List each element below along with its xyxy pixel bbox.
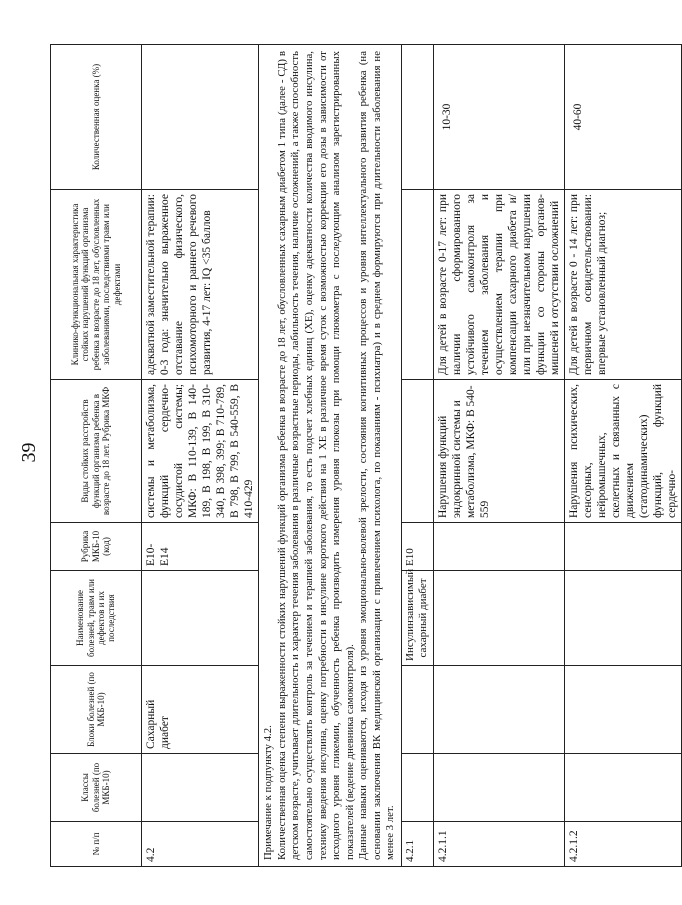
note-paragraph: Данные навыки оцениваются, исходя из уровня эмоционально-волевой зрелости, состояния когнитивных процессов и уровня интеллектуального развития ребенка (на основании заключения ВК медицинской организации с привлечением психолога, по показаниям - психиатра) и в среднем формируются при длительности заболевания не менее 3 лет. (357, 51, 397, 860)
table-row (142, 45, 259, 867)
table-row (433, 45, 564, 867)
clinical-cell: Для детей в возрасте 0-17 лет: при наличии сформированного устойчивого самоконтроля за течением заболевания и осуществлением терапии при компенсации сахарного диабета и/или при незначительном нарушении функции со стороны органов-мишеней и отсутствии осложнений (433, 190, 564, 380)
functions-cell: Нарушения психических, сенсорных, нейромышечных, скелетных и связанных с движением (статодинамических) функций, функций сердечно- (565, 380, 682, 523)
row-number: 4.2.1 (402, 822, 434, 867)
percent-cell (142, 45, 259, 190)
block-cell (433, 666, 564, 754)
percent-cell: 40-60 (565, 45, 682, 190)
code-cell (565, 523, 682, 571)
code-cell: E10 (402, 523, 434, 571)
note-paragraph: Количественная оценка степени выраженности стойких нарушений функций организма ребенка в возрасте до 18 лет, обусловленных сахарным диабетом 1 типа (далее - СД) в детском возрасте, учитывает длительность и характер течения заболевания в различные возрастные периоды, лабильность течения, наличие осложнений, а также способность самостоятельно осуществлять контроль за течением и терапией заболевания, то есть подсчет хлебных единиц (ХЕ), оценку адекватности количества вводимого инсулина, технику введения инсулина, оценку потребности в инсулине короткого действия на 1 ХЕ в различное время суток с возможностью коррекции его дозы в зависимости от исходного уровня гликемии, обученность ребенка производить измерения уровня глюкозы при помощи глюкометра с последующим анализом зарегистрированных показателей (ведение дневника самоконтроля). (275, 51, 356, 860)
name-cell (433, 571, 564, 666)
clinical-cell: адекватной заместительной терапии: 0-3 года: значительно выраженное отставание физического, психомоторного и раннего речевого развития, 4-17 лет: IQ <35 баллов (142, 190, 259, 380)
name-cell (142, 571, 259, 666)
class-cell (565, 754, 682, 822)
name-cell (565, 571, 682, 666)
table-row (565, 45, 682, 867)
clinical-cell: Для детей в возрасте 0 - 14 лет: при первичном освидетельствовании: впервые установленный диагноз; (565, 190, 682, 380)
code-cell (433, 523, 564, 571)
note-row (259, 45, 402, 867)
block-cell (402, 666, 434, 754)
class-cell (433, 754, 564, 822)
class-cell (142, 754, 259, 822)
header-cell: Классы болезней (по МКБ-10) (51, 754, 142, 822)
disability-criteria-table (50, 44, 682, 867)
block-cell (565, 666, 682, 754)
header-cell: Наименование болезней, травм или дефектов и их последствия (51, 571, 142, 666)
table-header-row (51, 45, 142, 867)
code-cell: E10-E14 (142, 523, 259, 571)
page-number: 39 (18, 442, 40, 463)
table-row (402, 45, 434, 867)
percent-cell: 10-30 (433, 45, 564, 190)
note-cell (259, 45, 402, 867)
header-cell: Клинико-функциональная характеристика стойких нарушений функций организма ребенка в возрасте до 18 лет, обусловленных заболеваниями, последствиями травм или дефектами (51, 190, 142, 380)
functions-cell: Нарушения функций эндокринной системы и метаболизма, МКФ: B 540-559 (433, 380, 564, 523)
functions-cell (402, 380, 434, 523)
class-cell (402, 754, 434, 822)
header-cell: Рубрика МКБ-10 (код) (51, 523, 142, 571)
header-cell: № п/п (51, 822, 142, 867)
row-number: 4.2.1.2 (565, 822, 682, 867)
row-number: 4.2 (142, 822, 259, 867)
functions-cell: системы и метаболизма, функций сердечно-сосудистой системы; МКФ: B 110-139, B 140-189, B 198, B 199, B 310-340, B 398, 399; B 710-789, B 798, B 799, B 540-559, B 410-429 (142, 380, 259, 523)
note-title: Примечание к подпункту 4.2. (262, 725, 275, 860)
header-cell: Виды стойких расстройств функций организма ребенка в возрасте до 18 лет. Рубрика МКФ (51, 380, 142, 523)
name-cell: Инсулинзависимый сахарный диабет (402, 571, 434, 666)
row-number: 4.2.1.1 (433, 822, 564, 867)
header-cell: Количественная оценка (%) (51, 45, 142, 190)
block-cell: Сахарный диабет (142, 666, 259, 754)
percent-cell (402, 45, 434, 190)
clinical-cell (402, 190, 434, 380)
header-cell: Блоки болезней (по МКБ-10) (51, 666, 142, 754)
